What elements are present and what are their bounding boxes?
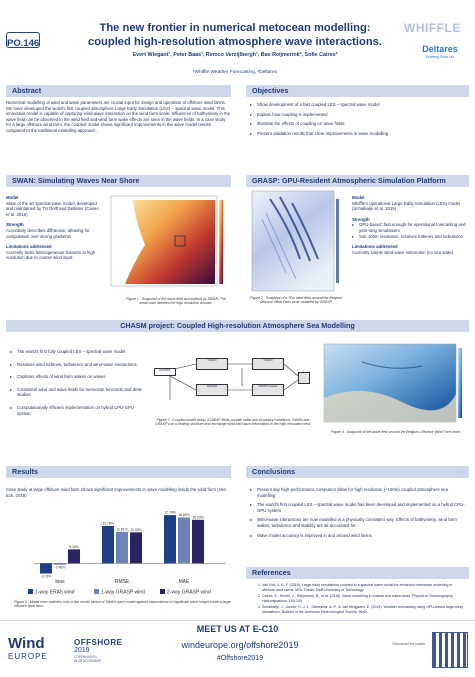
chart-bar [102, 526, 114, 563]
chart-data-label: 16.89% [178, 512, 190, 517]
grasp-heading: GRASP: GPU-Resident Atmospheric Simulation Platform [246, 175, 469, 187]
objectives-heading: Objectives [246, 85, 469, 97]
reference-item: 2. Caires, S., Kester, J., Reijmerink, B., et al. (2018). Wave modelling in coastal and inland seas. Physics in Oceanography, Hydrodynamics, 104-155. [262, 594, 466, 603]
conclusions-list [250, 487, 465, 542]
reference-item: 1. Van Eck, J. G. F. (2019). Large-eddy simulations coupled to a spectral wave model for enhanced metocean modelling in offshore wind farms. MSc Thesis, Delft University of Technology. [262, 583, 466, 592]
results-heading: Results [6, 466, 231, 478]
grasp-limits-text: Currently simple wind-wave interaction (no sea state) [352, 249, 454, 255]
grasp-strength-label: Strength [352, 216, 370, 222]
results-bar-chart [20, 503, 230, 599]
grasp-text [352, 195, 467, 255]
results-figure-caption: Figure 5 : Model error statistics over a two month period of SWAN wave model against observations of significant wave height inside a large offshore wind farm. [14, 600, 231, 609]
offshore-logo-title: OFFSHORE [74, 638, 123, 647]
chart-bar [54, 563, 66, 564]
windeurope-logo-line1: Wind [8, 635, 45, 652]
chart-data-label: 13.76% [102, 521, 114, 526]
conclusion-item: ▸ Present day high-performance computers allow for high resolution (~100m) coupled atmosphere sea modelling [250, 487, 465, 498]
meet-us-banner: MEET US AT E-C10 [196, 624, 279, 634]
poster-id: PO.146 [7, 38, 40, 49]
belgium-wave-field-image [322, 342, 466, 426]
chasm-heading: CHASM project: Coupled High-resolution Atmosphere Sea Modelling [6, 320, 469, 332]
chart-legend-swatch [160, 589, 165, 594]
swan-strength-text: Accurately describes diffraction, allowing for computation over strong gradients [6, 227, 90, 239]
swan-model-label: Model [6, 195, 19, 200]
title-line-2: coupled high-resolution atmosphere wave interactions. [87, 36, 383, 48]
flow-box-ecmwf: ECMWF [154, 368, 176, 376]
chart-data-label: 5.16% [69, 544, 79, 549]
chart-bar [116, 532, 128, 564]
download-poster-label: Download the poster [392, 642, 426, 646]
download-qr-code[interactable] [432, 632, 468, 668]
grasp-figure-caption: Figure 2 : Snapshot of a 70m wind field around the Belgium Offshore Wind Farm zone modeled by GRASP. [249, 296, 343, 305]
poster-title [70, 21, 400, 49]
chart-data-label: 17.74% [164, 510, 176, 515]
affiliations: ¹Whiffle Weather Forecasting, ²Deltares [192, 70, 278, 75]
chart-bar [130, 532, 142, 563]
objectives-list [250, 102, 465, 140]
chart-legend-label: 1-way GRASP wind [101, 589, 145, 596]
chasm-item: ▸ Computationally efficient implementation on hybrid CPU-GPU system [10, 405, 145, 416]
chart-data-label: 11.43% [130, 527, 142, 532]
chart-bar [68, 549, 80, 563]
chart-category-label: RMSE [114, 579, 130, 585]
windeurope-logo-line2: EUROPE [8, 652, 48, 661]
poster-id-badge [6, 32, 40, 48]
grasp-wind-field-image [250, 189, 342, 295]
deltares-tagline: Enabling Delta Life [425, 55, 455, 59]
conclusion-item: ▸ Wind-wave interactions are now modelled in a physically consistent way. Effects of bathymetry, wind farm wakes, turbulence and stability are all accounted for. [250, 517, 465, 528]
deltares-logo [410, 44, 470, 66]
chart-data-label: -0.46% [54, 565, 66, 570]
chart-bar [192, 520, 204, 564]
grasp-limits-label: Limitations addressed [352, 244, 398, 250]
swan-heading: SWAN: Simulating Waves Near Shore [6, 175, 231, 187]
chart-bar [40, 563, 52, 573]
objective-item: ▸ Show development of a fast coupled LES – spectral wave model [250, 102, 465, 108]
references-list [256, 583, 466, 615]
hashtag: #Offshore2019 [216, 655, 264, 662]
chasm-item: ▸ Captures effects of wind farm wakes on waves [10, 374, 145, 380]
chart-legend-swatch [28, 589, 33, 594]
offshore-website-link[interactable]: windeurope.org/offshore2019 [181, 640, 299, 650]
flow-box-output [298, 372, 310, 384]
title-line-1: The new frontier in numerical metocean modelling: [99, 22, 371, 34]
chasm-list [10, 349, 145, 423]
deltares-logo-text: Deltares [422, 44, 458, 54]
grasp-strength-list [352, 222, 467, 239]
chasm-diagram-caption: Figure 3 : Coupled model setup. ECMWF fields provide initial and boundary conditions. SWAN and GRASP use a nesting structure and exchange wind and wave information in the high-resolution nest. [155, 418, 311, 427]
swan-strength-label: Strength [6, 222, 24, 228]
coupling-diagram-arrows [152, 350, 312, 410]
flow-box-grasp: GRASP [196, 384, 228, 396]
chart-legend-label: 1-way ERA5 wind [35, 589, 75, 596]
grasp-strength-item: ▸ Sub 100m resolution: resolves turbines and turbulence [352, 234, 467, 240]
footer-divider [0, 620, 475, 621]
objective-item: ▸ Explain how coupling is implemented [250, 112, 465, 118]
chart-data-label: 16.03% [192, 515, 204, 520]
swan-wave-field-image [105, 190, 229, 296]
whiffle-logo-text: WHIFFLE [404, 21, 461, 35]
swan-model-text: State of the art spectral wave model, developed and maintained by TU Delft and Deltares (Caires et al. 2018) [6, 200, 99, 217]
flow-box-swan-right: SWAN [252, 358, 284, 370]
abstract-heading: Abstract [6, 85, 231, 97]
chart-bar [178, 517, 190, 563]
objective-item: ▸ Illustrate the effects of coupling on wave fields [250, 121, 465, 127]
coupling-diagram [152, 350, 312, 410]
chart-category-label: bias [55, 579, 65, 585]
offshore-logo-year: 2019 [74, 647, 90, 654]
chart-bar [164, 515, 176, 563]
belgium-figure-caption: Figure 4 : Snapshot of the wave field around the Belgium Offshore Wind Farm zone. [330, 430, 462, 434]
swan-text [6, 195, 102, 261]
swan-limits-label: Limitations addressed [6, 244, 52, 250]
windeurope-logo [8, 636, 68, 672]
flow-box-swan-left: SWAN [196, 358, 228, 370]
results-intro: Case study at large offshore wind farm shows significant improvements in wave modelling inside the wind farm (Van Eck, 2019) [6, 487, 227, 498]
chart-data-label: -3.73% [40, 574, 52, 579]
chasm-item: ▸ Resolves wind turbines, turbulence and wind-wave interactions [10, 362, 145, 368]
chart-data-label: 11.61% [116, 527, 128, 532]
chart-legend-label: 2-way GRASP wind [167, 589, 211, 596]
whiffle-logo [404, 17, 468, 39]
grasp-model-text: Whiffle's operational Large Eddy Simulation (LES) model (Schalkwijk et al. 2015) [352, 200, 460, 212]
chart-category-label: MAE [178, 579, 190, 585]
grasp-strength-item: ▸ GPU-based: fast enough for operational forecasting and year-long simulations [352, 222, 467, 233]
references-heading: References [246, 567, 469, 579]
abstract-text: Numerical modelling of wind and wave parameters are crucial input for design and operation of offshore wind farms. We have developed the world's first coupled atmosphere Large Eddy Simulation (LES) – spectral wave model. This innovative model is capable of capturing wind-wave interaction on the wind farm scale. Influences of bathymetry in the wave field can be observed in the wind field and wind farm wake effects are seen in the wave fields. In a case study for a large offshore wind farm, the coupled model shows significant improvements in the wave model results compared to the traditional modelling approach. [6, 100, 231, 133]
swan-figure-caption: Figure 1 : Snapshot of the wave field as modeled by SWAN. The small cube denotes the high resolution domain. [126, 297, 226, 306]
conclusion-item: ▸ Wave model accuracy is improved in and around wind farms [250, 533, 465, 539]
swan-limits-text: Currently lacks heterogeneous features at high resolution due to coarse wind input [6, 249, 96, 261]
conclusion-item: ▸ The world's first coupled LES – spectral wave model has been developed and implemented on a hybrid CPU-GPU system [250, 502, 465, 513]
objective-item: ▸ Present validation results that show improvements in wave modelling [250, 131, 465, 137]
offshore-logo [74, 638, 144, 663]
chart-legend-swatch [94, 589, 99, 594]
flow-box-swan-nested: SWAN nested [252, 384, 284, 396]
grasp-model-label: Model [352, 195, 365, 200]
offshore-logo-place: COPENHAGEN [74, 655, 97, 659]
chasm-item: ▸ Consistent wind and wave fields for metocean forecasts and desk studies [10, 387, 145, 398]
chasm-item: ▸ The world's first fully coupled LES – spectral wave model [10, 349, 145, 355]
conclusions-heading: Conclusions [246, 466, 469, 478]
offshore-logo-dates: 26-28 NOVEMBER [74, 659, 102, 663]
authors: Evert Wiegant¹, Peter Baas¹, Remco Verzijlbergh¹, Bas Reijmerink², Sofie Caires² [132, 52, 338, 58]
reference-item: 3. Schalkwijk, J., Jonker, H. J. J., Siebesma, A. P., & Van Meijgaard, E. (2015). Weather forecasting using GPU-based large-eddy simulations. Bulletin of the American Meteorological Society, 96(5). [262, 605, 466, 614]
